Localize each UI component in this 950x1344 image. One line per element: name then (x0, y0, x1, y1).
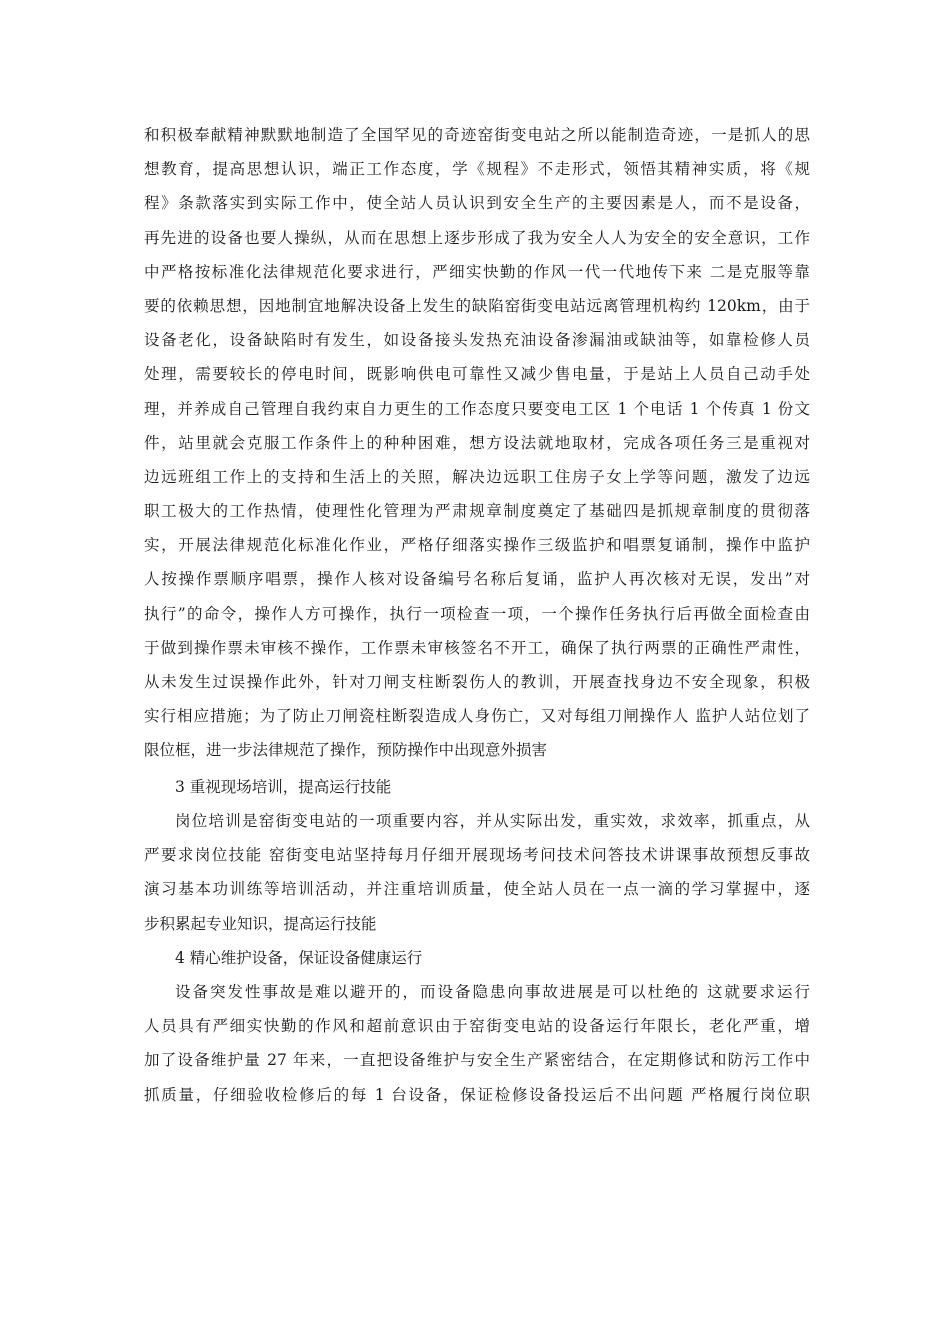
text-line: 中严格按标准化法律规范化要求进行，严细实快勤的作风一代一代地传下来 二是克服等靠 (144, 262, 810, 281)
section-heading-3 (144, 770, 810, 804)
text-line: 加了设备维护量 27 年来，一直把设备维护与安全生产紧密结合，在定期修试和防污工作中 (144, 1051, 810, 1070)
text-line: 抓质量，仔细验收检修后的每 1 台设备，保证检修设备投运后不出问题 严格履行岗位职 (144, 1085, 810, 1104)
section-heading-4 (144, 941, 810, 975)
text-line: 想教育，提高思想认识，端正工作态度，学《规程》不走形式，领悟其精神实质，将《规 (144, 160, 810, 179)
text-line: 再先进的设备也要人操纵，从而在思想上逐步形成了我为安全人人为安全的安全意识，工作 (144, 228, 810, 247)
text-line: 人员具有严细实快勤的作风和超前意识由于窑街变电站的设备运行年限长，老化严重，增 (144, 1017, 810, 1036)
text-line: 执行”的命令，操作人方可操作，执行一项检查一项，一个操作任务执行后再做全面检查由 (144, 604, 810, 623)
text-line: 于做到操作票未审核不操作，工作票未审核签名不开工，确保了执行两票的正确性严肃性， (144, 638, 810, 657)
text-line: 实行相应措施；为了防止刀闸瓷柱断裂造成人身伤亡，又对每组刀闸操作人 监护人站位划了 (144, 707, 810, 726)
text-line: 件，站里就会克服工作条件上的种种困难，想方设法就地取材，完成各项任务三是重视对 (144, 433, 810, 452)
text-line: 人按操作票顺序唱票，操作人核对设备编号名称后复诵，监护人再次核对无误，发出”对 (144, 570, 810, 589)
body-paragraph-2 (144, 804, 810, 941)
text-line: 处理，需要较长的停电时间，既影响供电可靠性又减少售电量，于是站上人员自己动手处 (144, 365, 810, 384)
heading-text: 3 重视现场培训，提高运行技能 (175, 778, 392, 796)
body-paragraph-1 (144, 118, 810, 768)
heading-text: 4 精心维护设备，保证设备健康运行 (175, 949, 423, 967)
body-paragraph-3 (144, 975, 810, 1112)
text-line: 从未发生过误操作此外，针对刀闸支柱断裂伤人的教训，开展查找身边不安全现象，积极 (144, 673, 810, 691)
text-line: 演习基本功训练等培训活动，并注重培训质量，使全站人员在一点一滴的学习掌握中，逐 (144, 880, 810, 899)
text-line: 要的依赖思想，因地制宜地解决设备上发生的缺陷窑街变电站远离管理机构约 120km，由于 (144, 296, 810, 315)
text-line: 职工极大的工作热情，使理性化管理为严肃规章制度奠定了基础四是抓规章制度的贯彻落 (144, 502, 810, 521)
text-line: 实，开展法律规范化标准化作业，严格仔细落实操作三级监护和唱票复诵制，操作中监护 (144, 536, 810, 555)
text-line: 步积累起专业知识，提高运行技能 (144, 914, 377, 933)
text-line: 严要求岗位技能 窑街变电站坚持每月仔细开展现场考问技术问答技术讲课事故预想反事故 (144, 846, 810, 865)
text-line: 程》条款落实到实际工作中，使全站人员认识到安全生产的主要因素是人，而不是设备， (144, 194, 810, 213)
text-line: 边远班组工作上的支持和生活上的关照，解决边远职工住房子女上学等问题，激发了边远 (144, 467, 810, 486)
text-line: 设备突发性事故是难以避开的，而设备隐患向事故进展是可以杜绝的 这就要求运行 (175, 983, 810, 1001)
text-line: 岗位培训是窑街变电站的一项重要内容，并从实际出发，重实效，求效率，抓重点，从 (175, 812, 810, 830)
text-line: 和积极奉献精神默默地制造了全国罕见的奇迹窑街变电站之所以能制造奇迹，一是抓人的思 (144, 126, 810, 144)
text-line: 限位框，进一步法律规范了操作，预防操作中出现意外损害 (144, 741, 548, 760)
text-line: 理，并养成自己管理自我约束自力更生的工作态度只要变电工区 1 个电话 1 个传真 1 份文 (144, 399, 810, 418)
text-line: 设备老化，设备缺陷时有发生，如设备接头发热充油设备渗漏油或缺油等，如靠检修人员 (144, 331, 810, 350)
